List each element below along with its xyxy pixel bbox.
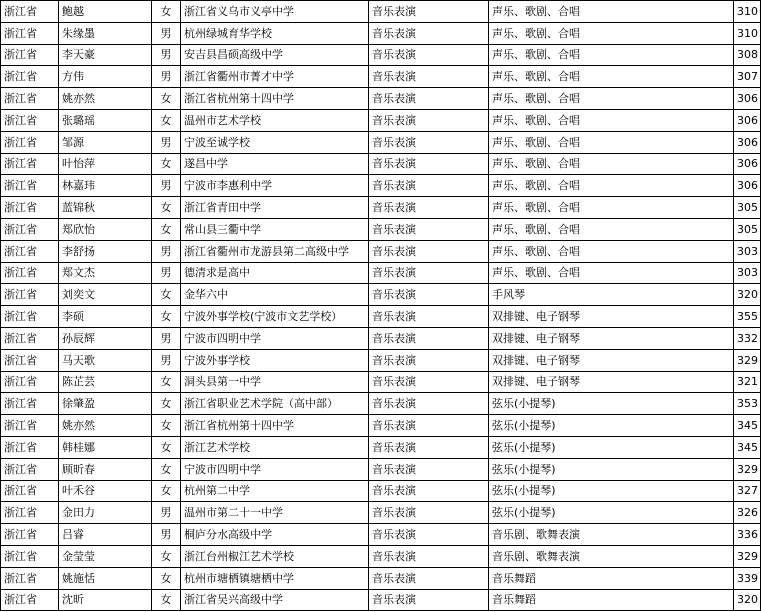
table-row [1,393,761,415]
table-row [1,153,761,175]
major-cell: 音乐表演 [369,480,489,502]
table-row [1,371,761,393]
province-cell: 浙江省 [1,502,59,524]
school-cell: 宁波市李惠利中学 [181,175,369,197]
direction-cell: 弦乐(小提琴) [489,393,734,415]
name-cell: 李硕 [59,306,152,328]
direction-cell: 双排键、电子钢琴 [489,371,734,393]
table-row [1,240,761,262]
table-row [1,175,761,197]
score-cell: 336 [734,524,761,546]
direction-cell: 弦乐(小提琴) [489,458,734,480]
name-cell: 沈昕 [59,589,152,611]
name-cell: 顾昕春 [59,458,152,480]
table-row [1,349,761,371]
direction-cell: 音乐舞蹈 [489,567,734,589]
school-cell: 浙江省吴兴高级中学 [181,589,369,611]
province-cell: 浙江省 [1,175,59,197]
major-cell: 音乐表演 [369,131,489,153]
table-row [1,109,761,131]
direction-cell: 声乐、歌剧、合唱 [489,240,734,262]
score-cell: 327 [734,480,761,502]
major-cell: 音乐表演 [369,1,489,23]
major-cell: 音乐表演 [369,327,489,349]
score-cell: 353 [734,393,761,415]
gender-cell: 女 [152,436,181,458]
score-cell: 332 [734,327,761,349]
name-cell: 叶怡萍 [59,153,152,175]
table-row [1,88,761,110]
gender-cell: 女 [152,109,181,131]
table-row [1,480,761,502]
score-cell: 345 [734,415,761,437]
name-cell: 李舒扬 [59,240,152,262]
school-cell: 桐庐分水高级中学 [181,524,369,546]
direction-cell: 声乐、歌剧、合唱 [489,66,734,88]
gender-cell: 女 [152,371,181,393]
name-cell: 金田力 [59,502,152,524]
school-cell: 杭州绿城育华学校 [181,22,369,44]
province-cell: 浙江省 [1,218,59,240]
school-cell: 浙江省职业艺术学院（高中部） [181,393,369,415]
name-cell: 金莹莹 [59,545,152,567]
school-cell: 宁波市四明中学 [181,327,369,349]
province-cell: 浙江省 [1,240,59,262]
province-cell: 浙江省 [1,589,59,611]
school-cell: 温州市艺术学校 [181,109,369,131]
direction-cell: 声乐、歌剧、合唱 [489,175,734,197]
province-cell: 浙江省 [1,88,59,110]
gender-cell: 男 [152,131,181,153]
table-row [1,436,761,458]
name-cell: 张璐瑶 [59,109,152,131]
major-cell: 音乐表演 [369,153,489,175]
province-cell: 浙江省 [1,1,59,23]
score-cell: 306 [734,131,761,153]
gender-cell: 女 [152,153,181,175]
table-row [1,327,761,349]
school-cell: 宁波外事学校(宁波市文艺学校） [181,306,369,328]
name-cell: 郑欣怡 [59,218,152,240]
table-row [1,284,761,306]
gender-cell: 女 [152,284,181,306]
score-cell: 306 [734,175,761,197]
table-row [1,567,761,589]
name-cell: 叶禾谷 [59,480,152,502]
score-cell: 320 [734,284,761,306]
table-row [1,502,761,524]
score-cell: 303 [734,262,761,284]
table-row [1,589,761,611]
score-cell: 321 [734,371,761,393]
gender-cell: 女 [152,480,181,502]
name-cell: 姚亦然 [59,88,152,110]
name-cell: 郑文杰 [59,262,152,284]
name-cell: 朱缘墨 [59,22,152,44]
gender-cell: 男 [152,66,181,88]
score-cell: 306 [734,88,761,110]
school-cell: 浙江台州椒江艺术学校 [181,545,369,567]
table-body [1,1,761,611]
major-cell: 音乐表演 [369,545,489,567]
name-cell: 林嘉玮 [59,175,152,197]
table-row [1,545,761,567]
score-cell: 307 [734,66,761,88]
score-cell: 345 [734,436,761,458]
province-cell: 浙江省 [1,436,59,458]
score-cell: 306 [734,153,761,175]
table-row [1,524,761,546]
direction-cell: 声乐、歌剧、合唱 [489,1,734,23]
direction-cell: 声乐、歌剧、合唱 [489,153,734,175]
major-cell: 音乐表演 [369,371,489,393]
direction-cell: 双排键、电子钢琴 [489,327,734,349]
school-cell: 浙江省杭州第十四中学 [181,88,369,110]
gender-cell: 男 [152,44,181,66]
school-cell: 浙江省衢州市龙游县第二高级中学 [181,240,369,262]
table-row [1,306,761,328]
direction-cell: 双排键、电子钢琴 [489,306,734,328]
province-cell: 浙江省 [1,306,59,328]
major-cell: 音乐表演 [369,415,489,437]
score-cell: 306 [734,109,761,131]
table-row [1,66,761,88]
direction-cell: 手风琴 [489,284,734,306]
score-cell: 329 [734,458,761,480]
province-cell: 浙江省 [1,567,59,589]
school-cell: 遂昌中学 [181,153,369,175]
score-cell: 305 [734,218,761,240]
gender-cell: 女 [152,458,181,480]
province-cell: 浙江省 [1,109,59,131]
major-cell: 音乐表演 [369,66,489,88]
school-cell: 浙江省衢州市菁才中学 [181,66,369,88]
table-row [1,415,761,437]
direction-cell: 声乐、歌剧、合唱 [489,218,734,240]
direction-cell: 声乐、歌剧、合唱 [489,197,734,219]
score-cell: 320 [734,589,761,611]
name-cell: 韩桂娜 [59,436,152,458]
school-cell: 宁波外事学校 [181,349,369,371]
school-cell: 浙江省杭州第十四中学 [181,415,369,437]
major-cell: 音乐表演 [369,458,489,480]
major-cell: 音乐表演 [369,262,489,284]
school-cell: 浙江省义乌市义亭中学 [181,1,369,23]
gender-cell: 女 [152,589,181,611]
gender-cell: 女 [152,218,181,240]
table-row [1,458,761,480]
gender-cell: 女 [152,545,181,567]
table-row [1,1,761,23]
direction-cell: 双排键、电子钢琴 [489,349,734,371]
school-cell: 宁波至诚学校 [181,131,369,153]
major-cell: 音乐表演 [369,502,489,524]
score-cell: 310 [734,1,761,23]
name-cell: 马天歌 [59,349,152,371]
province-cell: 浙江省 [1,524,59,546]
score-cell: 308 [734,44,761,66]
province-cell: 浙江省 [1,458,59,480]
name-cell: 刘奕文 [59,284,152,306]
direction-cell: 声乐、歌剧、合唱 [489,131,734,153]
school-cell: 浙江省青田中学 [181,197,369,219]
province-cell: 浙江省 [1,415,59,437]
school-cell: 金华六中 [181,284,369,306]
major-cell: 音乐表演 [369,349,489,371]
province-cell: 浙江省 [1,66,59,88]
gender-cell: 男 [152,175,181,197]
school-cell: 常山县三衢中学 [181,218,369,240]
school-cell: 洞头县第一中学 [181,371,369,393]
name-cell: 蓝锦秋 [59,197,152,219]
province-cell: 浙江省 [1,545,59,567]
table-row [1,218,761,240]
province-cell: 浙江省 [1,327,59,349]
school-cell: 杭州市塘栖镇塘栖中学 [181,567,369,589]
direction-cell: 音乐剧、歌舞表演 [489,545,734,567]
gender-cell: 男 [152,502,181,524]
province-cell: 浙江省 [1,480,59,502]
name-cell: 方伟 [59,66,152,88]
name-cell: 鲍越 [59,1,152,23]
gender-cell: 男 [152,240,181,262]
direction-cell: 声乐、歌剧、合唱 [489,44,734,66]
gender-cell: 女 [152,197,181,219]
province-cell: 浙江省 [1,22,59,44]
major-cell: 音乐表演 [369,589,489,611]
name-cell: 孙辰辉 [59,327,152,349]
gender-cell: 男 [152,327,181,349]
province-cell: 浙江省 [1,349,59,371]
major-cell: 音乐表演 [369,284,489,306]
name-cell: 陈芷芸 [59,371,152,393]
major-cell: 音乐表演 [369,44,489,66]
major-cell: 音乐表演 [369,175,489,197]
school-cell: 杭州第二中学 [181,480,369,502]
gender-cell: 女 [152,88,181,110]
direction-cell: 声乐、歌剧、合唱 [489,262,734,284]
gender-cell: 男 [152,524,181,546]
score-cell: 305 [734,197,761,219]
name-cell: 徐肇盈 [59,393,152,415]
province-cell: 浙江省 [1,284,59,306]
major-cell: 音乐表演 [369,88,489,110]
direction-cell: 音乐剧、歌舞表演 [489,524,734,546]
table-row [1,44,761,66]
school-cell: 德清求是高中 [181,262,369,284]
score-cell: 303 [734,240,761,262]
major-cell: 音乐表演 [369,436,489,458]
gender-cell: 女 [152,415,181,437]
name-cell: 李天豪 [59,44,152,66]
major-cell: 音乐表演 [369,306,489,328]
score-cell: 339 [734,567,761,589]
province-cell: 浙江省 [1,371,59,393]
province-cell: 浙江省 [1,393,59,415]
score-cell: 329 [734,349,761,371]
direction-cell: 声乐、歌剧、合唱 [489,22,734,44]
province-cell: 浙江省 [1,153,59,175]
score-cell: 329 [734,545,761,567]
direction-cell: 弦乐(小提琴) [489,415,734,437]
school-cell: 宁波市四明中学 [181,458,369,480]
major-cell: 音乐表演 [369,218,489,240]
province-cell: 浙江省 [1,44,59,66]
school-cell: 安吉县昌硕高级中学 [181,44,369,66]
major-cell: 音乐表演 [369,567,489,589]
major-cell: 音乐表演 [369,240,489,262]
direction-cell: 音乐舞蹈 [489,589,734,611]
province-cell: 浙江省 [1,131,59,153]
gender-cell: 女 [152,567,181,589]
table-row [1,22,761,44]
table-row [1,197,761,219]
score-cell: 355 [734,306,761,328]
direction-cell: 弦乐(小提琴) [489,436,734,458]
school-cell: 温州市第二十一中学 [181,502,369,524]
major-cell: 音乐表演 [369,524,489,546]
gender-cell: 男 [152,349,181,371]
name-cell: 吕睿 [59,524,152,546]
table-row [1,131,761,153]
gender-cell: 男 [152,262,181,284]
direction-cell: 弦乐(小提琴) [489,480,734,502]
province-cell: 浙江省 [1,262,59,284]
gender-cell: 女 [152,393,181,415]
score-cell: 326 [734,502,761,524]
name-cell: 姚亦然 [59,415,152,437]
province-cell: 浙江省 [1,197,59,219]
major-cell: 音乐表演 [369,109,489,131]
gender-cell: 男 [152,22,181,44]
major-cell: 音乐表演 [369,393,489,415]
major-cell: 音乐表演 [369,22,489,44]
name-cell: 邹源 [59,131,152,153]
school-cell: 浙江艺术学校 [181,436,369,458]
name-cell: 姚施恬 [59,567,152,589]
gender-cell: 女 [152,1,181,23]
score-cell: 310 [734,22,761,44]
table-row [1,262,761,284]
direction-cell: 弦乐(小提琴) [489,502,734,524]
major-cell: 音乐表演 [369,197,489,219]
direction-cell: 声乐、歌剧、合唱 [489,88,734,110]
gender-cell: 女 [152,306,181,328]
direction-cell: 声乐、歌剧、合唱 [489,109,734,131]
